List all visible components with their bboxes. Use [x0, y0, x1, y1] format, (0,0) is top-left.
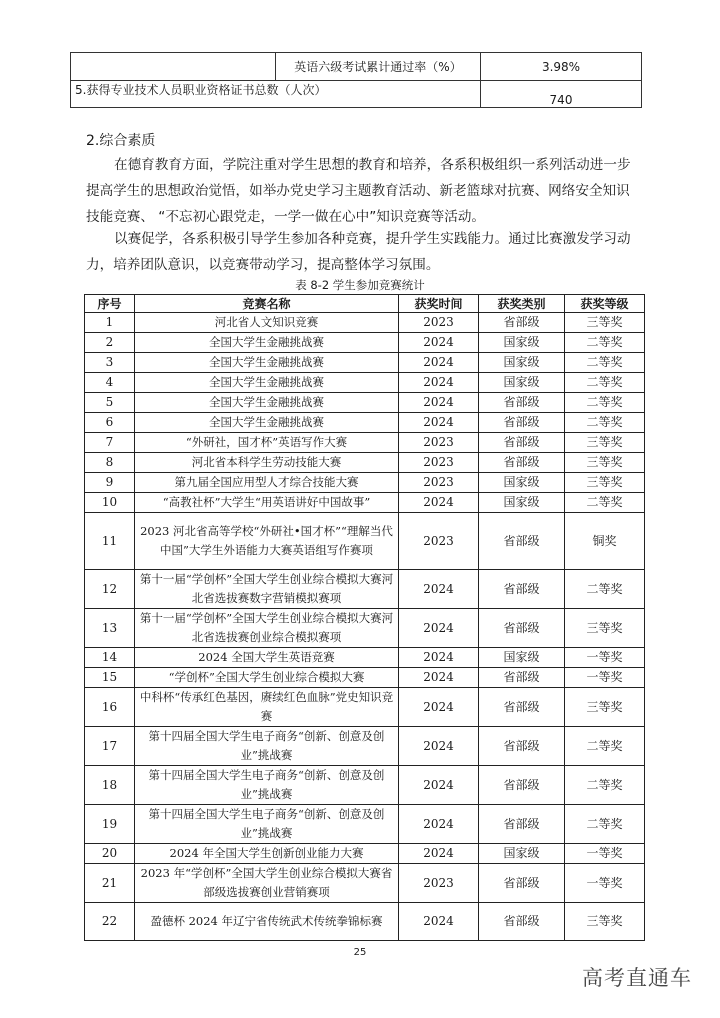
- table-row: [85, 433, 645, 453]
- competition-name: 第十四届全国大学生电子商务“创新、创意及创业”挑战赛: [135, 805, 399, 844]
- table-row: [85, 766, 645, 805]
- row-index: 13: [85, 609, 135, 648]
- row-index: 22: [85, 903, 135, 941]
- row-index: 15: [85, 668, 135, 688]
- row-index: 2: [85, 333, 135, 353]
- paragraph-competition: 以赛促学，各系积极引导学生参加各种竞赛，提升学生实践能力。通过比赛激发学习动力，培养团队意识，以竞赛带动学习，提高整体学习氛围。: [86, 231, 631, 273]
- certificate-value: 740: [481, 81, 642, 108]
- page-number: 25: [353, 947, 367, 958]
- award-category: 省部级: [479, 805, 565, 844]
- header-time: 获奖时间: [399, 295, 479, 313]
- award-level: 二等奖: [565, 373, 645, 393]
- award-level: 三等奖: [565, 433, 645, 453]
- competition-name: 第十一届“学创杯”全国大学生创业综合模拟大赛河北省选拔赛数字营销模拟赛项: [135, 570, 399, 609]
- table-row: [85, 570, 645, 609]
- award-category: 省部级: [479, 513, 565, 570]
- award-level: 一等奖: [565, 668, 645, 688]
- table-row: [85, 313, 645, 333]
- row-index: 12: [85, 570, 135, 609]
- award-year: 2023: [399, 864, 479, 903]
- award-year: 2024: [399, 668, 479, 688]
- award-level: 铜奖: [565, 513, 645, 570]
- row-index: 1: [85, 313, 135, 333]
- row-index: 3: [85, 353, 135, 373]
- row-index: 17: [85, 727, 135, 766]
- competition-name: 全国大学生金融挑战赛: [135, 333, 399, 353]
- award-level: 三等奖: [565, 473, 645, 493]
- row-index: 11: [85, 513, 135, 570]
- table-row: [85, 513, 645, 570]
- award-category: 省部级: [479, 570, 565, 609]
- certificate-label: 5.获得专业技术人员职业资格证书总数（人次）: [71, 81, 481, 108]
- competition-name: 河北省本科学生劳动技能大赛: [135, 453, 399, 473]
- award-level: 二等奖: [565, 727, 645, 766]
- competition-name: 盈德杯 2024 年辽宁省传统武术传统拳锦标赛: [135, 903, 399, 941]
- award-category: 省部级: [479, 688, 565, 727]
- award-year: 2023: [399, 433, 479, 453]
- competition-name: 第九届全国应用型人才综合技能大赛: [135, 473, 399, 493]
- row-index: 10: [85, 493, 135, 513]
- competition-name: 全国大学生金融挑战赛: [135, 393, 399, 413]
- award-level: 二等奖: [565, 805, 645, 844]
- table-header-row: [85, 295, 645, 313]
- paragraph-moral-education: 在德育教育方面，学院注重对学生思想的教育和培养，各系积极组织一系列活动进一步提高学生的思想政治觉悟，如举办党史学习主题教育活动、新老篮球对抗赛、网络安全知识技能竞赛、 “不忘初心跟党走，一学一做在心中”知识竞赛等活动。: [86, 157, 631, 225]
- competition-table: [84, 294, 645, 941]
- award-category: 省部级: [479, 393, 565, 413]
- table-row: [85, 844, 645, 864]
- award-category: 国家级: [479, 648, 565, 668]
- row-index: 16: [85, 688, 135, 727]
- table-row: [85, 668, 645, 688]
- award-year: 2024: [399, 844, 479, 864]
- award-category: 国家级: [479, 373, 565, 393]
- table-row: [85, 609, 645, 648]
- row-index: 8: [85, 453, 135, 473]
- table-row: [85, 493, 645, 513]
- award-category: 省部级: [479, 433, 565, 453]
- award-category: 省部级: [479, 668, 565, 688]
- table-row: [85, 373, 645, 393]
- row-index: 7: [85, 433, 135, 453]
- award-level: 一等奖: [565, 648, 645, 668]
- award-year: 2023: [399, 313, 479, 333]
- award-category: 省部级: [479, 413, 565, 433]
- header-level: 获奖等级: [565, 295, 645, 313]
- competition-name: 河北省人文知识竞赛: [135, 313, 399, 333]
- empty-cell: [71, 53, 276, 81]
- award-year: 2024: [399, 727, 479, 766]
- section-title: 2.综合素质: [86, 133, 156, 149]
- award-category: 国家级: [479, 473, 565, 493]
- competition-name: 第十一届“学创杯”全国大学生创业综合模拟大赛河北省选拔赛创业综合模拟赛项: [135, 609, 399, 648]
- row-index: 4: [85, 373, 135, 393]
- award-category: 省部级: [479, 609, 565, 648]
- award-year: 2024: [399, 413, 479, 433]
- score-table: [70, 52, 642, 108]
- row-index: 14: [85, 648, 135, 668]
- award-level: 三等奖: [565, 453, 645, 473]
- cet6-label: 英语六级考试累计通过率（%）: [276, 53, 481, 81]
- row-index: 19: [85, 805, 135, 844]
- header-name: 竞赛名称: [135, 295, 399, 313]
- table-row: [85, 864, 645, 903]
- row-index: 9: [85, 473, 135, 493]
- cet6-value: 3.98%: [481, 53, 642, 81]
- table-caption: 表 8-2 学生参加竞赛统计: [295, 278, 425, 292]
- award-year: 2024: [399, 805, 479, 844]
- row-index: 6: [85, 413, 135, 433]
- table-row: [85, 727, 645, 766]
- award-year: 2024: [399, 688, 479, 727]
- award-year: 2023: [399, 473, 479, 493]
- table-row: [85, 688, 645, 727]
- award-level: 二等奖: [565, 353, 645, 373]
- award-level: 二等奖: [565, 393, 645, 413]
- award-level: 二等奖: [565, 570, 645, 609]
- award-year: 2024: [399, 393, 479, 413]
- competition-name: 2023 年“学创杯”全国大学生创业综合模拟大赛省部级选拔赛创业营销赛项: [135, 864, 399, 903]
- award-category: 国家级: [479, 844, 565, 864]
- award-year: 2024: [399, 766, 479, 805]
- award-year: 2024: [399, 570, 479, 609]
- award-category: 省部级: [479, 313, 565, 333]
- table-row: [85, 903, 645, 941]
- competition-name: 2024 年全国大学生创新创业能力大赛: [135, 844, 399, 864]
- competition-name: 2024 全国大学生英语竞赛: [135, 648, 399, 668]
- table-row: [85, 473, 645, 493]
- watermark-logo: 高考直通车: [582, 966, 692, 990]
- award-level: 二等奖: [565, 493, 645, 513]
- award-category: 国家级: [479, 333, 565, 353]
- award-year: 2024: [399, 373, 479, 393]
- competition-name: “高教社杯”大学生“用英语讲好中国故事”: [135, 493, 399, 513]
- award-category: 省部级: [479, 864, 565, 903]
- competition-name: “学创杯”全国大学生创业综合模拟大赛: [135, 668, 399, 688]
- row-index: 18: [85, 766, 135, 805]
- award-level: 二等奖: [565, 413, 645, 433]
- row-index: 5: [85, 393, 135, 413]
- header-index: 序号: [85, 295, 135, 313]
- award-level: 二等奖: [565, 766, 645, 805]
- award-level: 三等奖: [565, 313, 645, 333]
- competition-name: 第十四届全国大学生电子商务“创新、创意及创业”挑战赛: [135, 727, 399, 766]
- award-category: 省部级: [479, 453, 565, 473]
- award-year: 2023: [399, 513, 479, 570]
- competition-name: 第十四届全国大学生电子商务“创新、创意及创业”挑战赛: [135, 766, 399, 805]
- competition-name: “外研社，国才杯”英语写作大赛: [135, 433, 399, 453]
- competition-name: 2023 河北省高等学校“外研社•国才杯”“理解当代中国”大学生外语能力大赛英语组写作赛项: [135, 513, 399, 570]
- competition-name: 全国大学生金融挑战赛: [135, 413, 399, 433]
- competition-name: 全国大学生金融挑战赛: [135, 373, 399, 393]
- award-year: 2024: [399, 903, 479, 941]
- award-year: 2024: [399, 609, 479, 648]
- award-level: 二等奖: [565, 333, 645, 353]
- row-index: 21: [85, 864, 135, 903]
- row-index: 20: [85, 844, 135, 864]
- award-year: 2024: [399, 648, 479, 668]
- award-category: 国家级: [479, 353, 565, 373]
- award-level: 三等奖: [565, 688, 645, 727]
- award-category: 国家级: [479, 493, 565, 513]
- award-year: 2024: [399, 353, 479, 373]
- header-category: 获奖类别: [479, 295, 565, 313]
- award-level: 三等奖: [565, 903, 645, 941]
- award-level: 一等奖: [565, 864, 645, 903]
- award-level: 一等奖: [565, 844, 645, 864]
- table-row: [85, 333, 645, 353]
- competition-name: 全国大学生金融挑战赛: [135, 353, 399, 373]
- table-row: [85, 353, 645, 373]
- table-row: [85, 413, 645, 433]
- table-row: [85, 393, 645, 413]
- award-year: 2023: [399, 453, 479, 473]
- award-category: 省部级: [479, 903, 565, 941]
- table-row: [85, 648, 645, 668]
- award-category: 省部级: [479, 766, 565, 805]
- award-level: 三等奖: [565, 609, 645, 648]
- award-year: 2024: [399, 333, 479, 353]
- award-category: 省部级: [479, 727, 565, 766]
- table-row: [85, 453, 645, 473]
- competition-name: 中科杯“传承红色基因，赓续红色血脉”党史知识竞赛: [135, 688, 399, 727]
- table-row: [85, 805, 645, 844]
- award-year: 2024: [399, 493, 479, 513]
